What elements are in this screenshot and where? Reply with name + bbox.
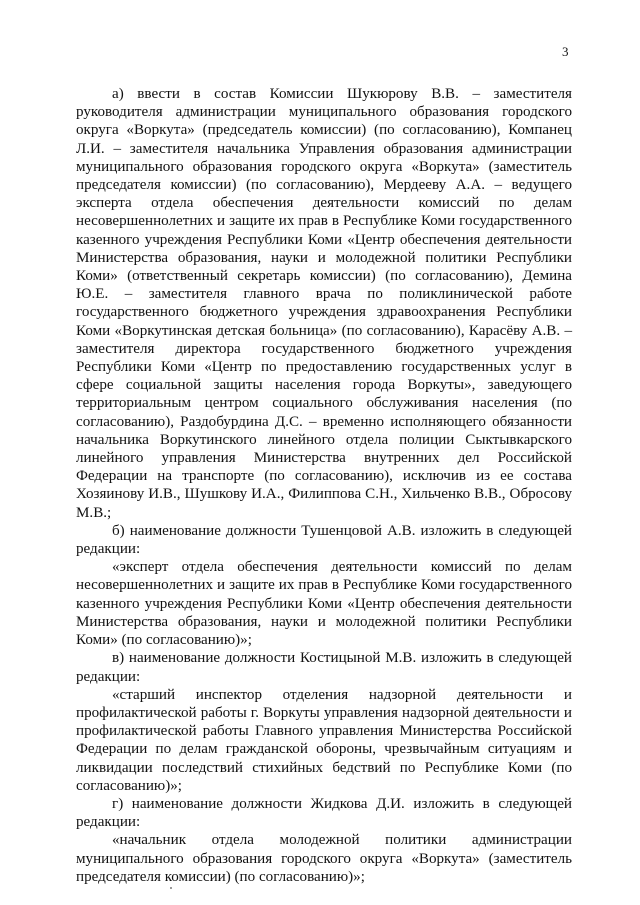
scan-speck [170, 887, 172, 889]
paragraph-g-quote: «начальник отдела молодежной политики администрации муниципального образования городского округа «Воркута» (заместитель председателя комиссии) (по согласованию)»; [76, 832, 572, 885]
paragraph-a: а) ввести в состав Комиссии Шукюрову В.В. – заместителя руководителя администрации муниципального образования городского округа «Воркута» (председатель комиссии) (по согласованию), Компанец Л.И. – заместителя начальника Управления образования администрации муниципального образования городского округа «Воркута» (заместитель председателя комиссии) (по согласованию), Мердееву А.А. – ведущего эксперта отдела обеспечения деятельности комиссий по делам несовершеннолетних и защите их прав в Республике Коми государственного казенного учреждения Республики Коми «Центр обеспечения деятельности Министерства образования, науки и молодежной политики Республики Коми» (ответственный секретарь комиссии) (по согласованию), Демина Ю.Е. – заместителя главного врача по поликлинической работе государственного бюджетного учреждения здравоохранения Республики Коми «Воркутинская детская больница» (по согласованию), Карасёву А.В. – заместителя директора государственного бюджетного учреждения Республики Коми «Центр по предоставлению государственных услуг в сфере социальной защиты населения города Воркуты», заведующего территориальным центром социального обслуживания населения (по согласованию), Раздобурдина Д.С. – временно исполняющего обязанности начальника Воркутинского линейного отдела полиции Сыктывкарского линейного управления Министерства внутренних дел Российской Федерации на транспорте (по согласованию), исключив из ее состава Хозяинову И.В., Шушкову И.А., Филиппова С.Н., Хильченко В.В., Обросову М.В.; [76, 86, 572, 521]
page-number: 3 [562, 44, 569, 59]
paragraph-v: в) наименование должности Костицыной М.В. изложить в следующей редакции: [76, 650, 572, 685]
document-body [76, 85, 572, 886]
paragraph-v-quote: «старший инспектор отделения надзорной деятельности и профилактической работы г. Воркуты управления надзорной деятельности и профилактической работы Главного управления Министерства Российской Федерации по делам гражданской обороны, чрезвычайным ситуациям и ликвидации последствий стихийных бедствий по Республике Коми (по согласованию)»; [76, 686, 572, 794]
paragraph-b: б) наименование должности Тушенцовой А.В. изложить в следующей редакции: [76, 522, 572, 558]
paragraph-b-quote: «эксперт отдела обеспечения деятельности комиссий по делам несовершеннолетних и защите их прав в Республике Коми государственного казенного учреждения Республики Коми «Центр обеспечения деятельности Министерства образования, науки и молодежной политики Республики Коми» (по согласованию)»; [76, 559, 572, 649]
paragraph-g: г) наименование должности Жидкова Д.И. изложить в следующей редакции: [76, 795, 572, 831]
